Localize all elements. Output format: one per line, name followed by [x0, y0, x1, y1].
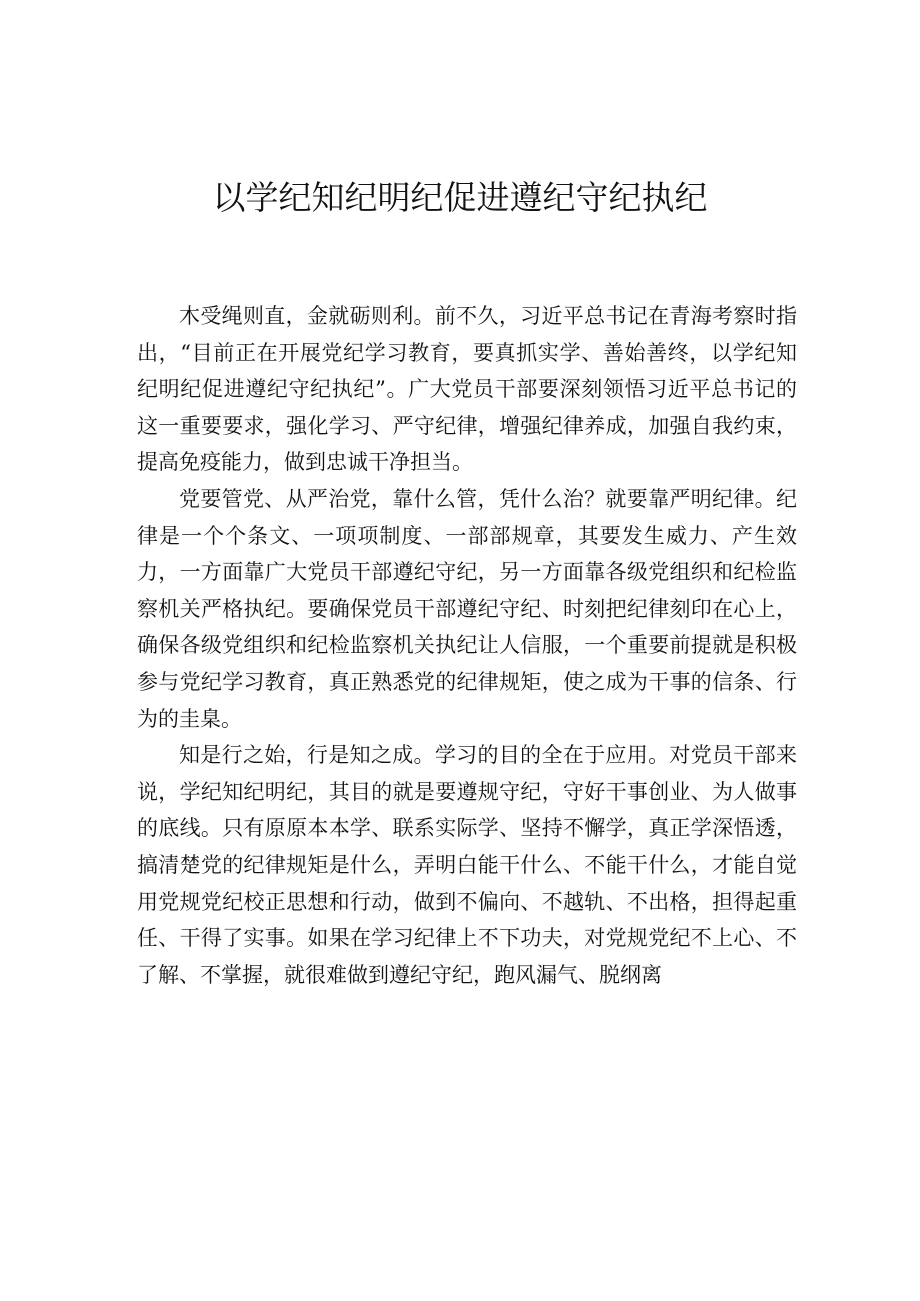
- document-title: 以学纪知纪明纪促进遵纪守纪执纪: [212, 178, 708, 217]
- paragraph-3: 知是行之始，行是知之成。学习的目的全在于应用。对党员干部来说，学纪知纪明纪，其目的就是要遵规守纪，守好干事创业、为人做事的底线。只有原原本本学、联系实际学、坚持不懈学，真正学深悟透，搞清楚党的纪律规矩是什么，弄明白能干什么、不能干什么，才能自觉用党规党纪校正思想和行动，做到不偏向、不越轨、不出格，担得起重任、干得了实事。如果在学习纪律上不下功夫，对党规党纪不上心、不了解、不掌握，就很难做到遵纪守纪，跑风漏气、脱纲离: [137, 743, 797, 987]
- paragraph-1: 木受绳则直，金就砺则利。前不久，习近平总书记在青海考察时指出，“目前正在开展党纪学习教育，要真抓实学、善始善终，以学纪知纪明纪促进遵纪守纪执纪”。广大党员干部要深刻领悟习近平总书记的这一重要要求，强化学习、严守纪律，增强纪律养成，加强自我约束，提高免疫能力，做到忠诚干净担当。: [137, 304, 797, 475]
- paragraph-2: 党要管党、从严治党，靠什么管，凭什么治？就要靠严明纪律。纪律是一个个条文、一项项制度、一部部规章，其要发生威力、产生效力，一方面靠广大党员干部遵纪守纪，另一方面靠各级党组织和纪检监察机关严格执纪。要确保党员干部遵纪守纪、时刻把纪律刻印在心上，确保各级党组织和纪检监察机关执纪让人信服，一个重要前提就是积极参与党纪学习教育，真正熟悉党的纪律规矩，使之成为干事的信条、行为的圭臬。: [137, 486, 797, 731]
- document-body: [137, 298, 797, 993]
